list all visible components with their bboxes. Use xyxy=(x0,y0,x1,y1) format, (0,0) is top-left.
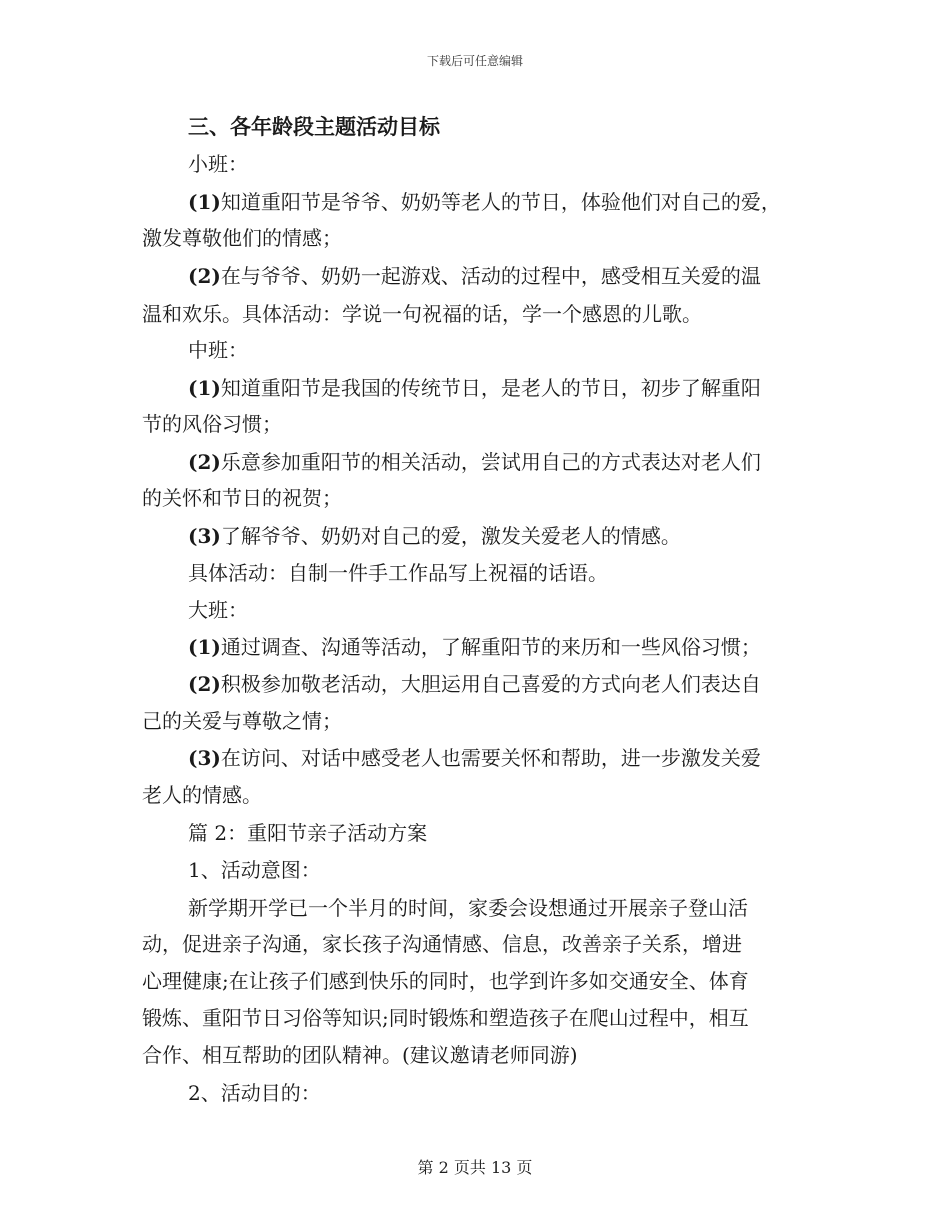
paragraph-line: 锻炼、重阳节日习俗等知识;同时锻炼和塑造孩子在爬山过程中，相互 xyxy=(142,1006,749,1030)
item-number: (1) xyxy=(188,635,221,659)
paragraph-line: 温和欢乐。具体活动：学说一句祝福的话，学一个感恩的儿歌。 xyxy=(142,302,702,326)
paragraph-line: (2)乐意参加重阳节的相关活动，尝试用自己的方式表达对老人们 xyxy=(188,450,761,474)
paragraph-line: 老人的情感。 xyxy=(142,783,262,807)
item-number: (2) xyxy=(188,672,221,696)
class-label-small: 小班： xyxy=(188,152,248,176)
item-number: (2) xyxy=(188,264,221,288)
item-number: (1) xyxy=(188,376,221,400)
paragraph-line: 具体活动：自制一件手工作品写上祝福的话语。 xyxy=(188,561,608,585)
paragraph-line: 心理健康;在让孩子们感到快乐的同时，也学到许多如交通安全、体育 xyxy=(142,969,749,993)
paragraph-line: 激发尊敬他们的情感； xyxy=(142,226,342,250)
paragraph-line: (2)在与爷爷、奶奶一起游戏、活动的过程中，感受相互关爱的温 xyxy=(188,264,761,288)
paragraph-line: 的关怀和节日的祝贺； xyxy=(142,486,342,510)
paragraph-line: (3)在访问、对话中感受老人也需要关怀和帮助，进一步激发关爱 xyxy=(188,746,761,770)
item-number: (3) xyxy=(188,524,221,548)
paragraph-line: (3)了解爷爷、奶奶对自己的爱，激发关爱老人的情感。 xyxy=(188,524,681,548)
subsection-heading: 2、活动目的： xyxy=(188,1081,321,1105)
item-number: (3) xyxy=(188,746,221,770)
class-label-large: 大班： xyxy=(188,598,248,622)
paragraph-line: (1)通过调查、沟通等活动，了解重阳节的来历和一些风俗习惯； xyxy=(188,635,761,659)
paragraph-line: 新学期开学已一个半月的时间，家委会设想通过开展亲子登山活 xyxy=(188,896,748,920)
paragraph-line: (1)知道重阳节是我国的传统节日，是老人的节日，初步了解重阳 xyxy=(188,376,761,400)
page-footer: 第 2 页共 13 页 xyxy=(417,1158,533,1177)
item-number: (1) xyxy=(188,190,221,214)
paragraph-line: 己的关爱与尊敬之情； xyxy=(142,709,342,733)
subsection-heading: 1、活动意图： xyxy=(188,858,321,882)
section-heading: 三、各年龄段主题活动目标 xyxy=(188,114,440,139)
class-label-middle: 中班： xyxy=(188,338,248,362)
page-header: 下载后可任意编辑 xyxy=(426,54,523,68)
paragraph-line: 节的风俗习惯； xyxy=(142,412,282,436)
paragraph-line: (1)知道重阳节是爷爷、奶奶等老人的节日，体验他们对自己的爱， xyxy=(188,190,781,214)
paragraph-line: (2)积极参加敬老活动，大胆运用自己喜爱的方式向老人们表达自 xyxy=(188,672,761,696)
article-title: 篇 2：重阳节亲子活动方案 xyxy=(188,821,428,845)
paragraph-line: 合作、相互帮助的团队精神。(建议邀请老师同游) xyxy=(142,1043,578,1067)
paragraph-line: 动，促进亲子沟通，家长孩子沟通情感、信息，改善亲子关系，增进 xyxy=(142,932,742,956)
item-number: (2) xyxy=(188,450,221,474)
